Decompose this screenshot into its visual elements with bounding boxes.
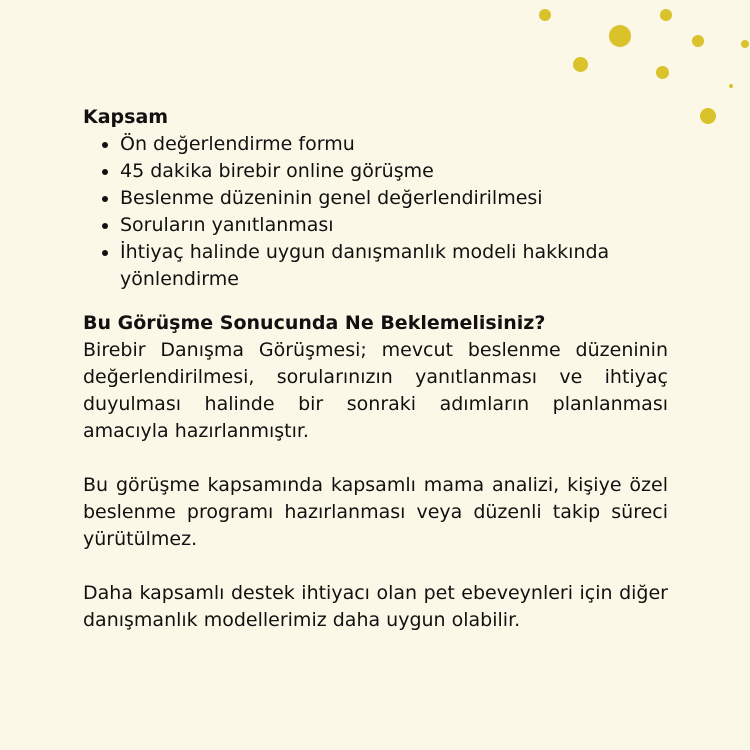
content-block <box>83 104 668 634</box>
spacer <box>83 553 668 580</box>
decorative-dot <box>692 35 704 47</box>
decorative-dot <box>729 84 733 88</box>
decorative-dot <box>573 57 588 72</box>
decorative-dot <box>539 9 551 21</box>
scope-title: Kapsam <box>83 106 169 128</box>
paragraph-2: Bu görüşme kapsamında kapsamlı mama analizi, kişiye özel beslenme programı hazırlanması veya düzenli takip süreci yürütülmez. <box>83 474 668 550</box>
scope-list-item: Beslenme düzeninin genel değerlendirilmesi <box>102 185 668 212</box>
scope-list-item: Soruların yanıtlanması <box>102 212 668 239</box>
spacer <box>83 445 668 472</box>
decorative-dot <box>700 108 716 124</box>
scope-list-item: İhtiyaç halinde uygun danışmanlık modeli hakkında yönlendirme <box>102 239 668 293</box>
scope-list <box>83 131 668 293</box>
scope-list-item: 45 dakika birebir online görüşme <box>102 158 668 185</box>
paragraph-3: Daha kapsamlı destek ihtiyacı olan pet ebeveynleri için diğer danışmanlık modellerimiz daha uygun olabilir. <box>83 582 668 631</box>
expect-title: Bu Görüşme Sonucunda Ne Beklemelisiniz? <box>83 312 546 334</box>
decorative-dot <box>656 66 669 79</box>
decorative-dot <box>660 9 672 21</box>
paragraph-1: Birebir Danışma Görüşmesi; mevcut beslenme düzeninin değerlendirilmesi, sorularınızın yanıtlanması ve ihtiyaç duyulması halinde bir sonraki adımların planlanması amacıyla hazırlanmıştır. <box>83 339 668 442</box>
scope-list-item: Ön değerlendirme formu <box>102 131 668 158</box>
decorative-dot <box>609 25 631 47</box>
decorative-dot <box>741 40 749 48</box>
